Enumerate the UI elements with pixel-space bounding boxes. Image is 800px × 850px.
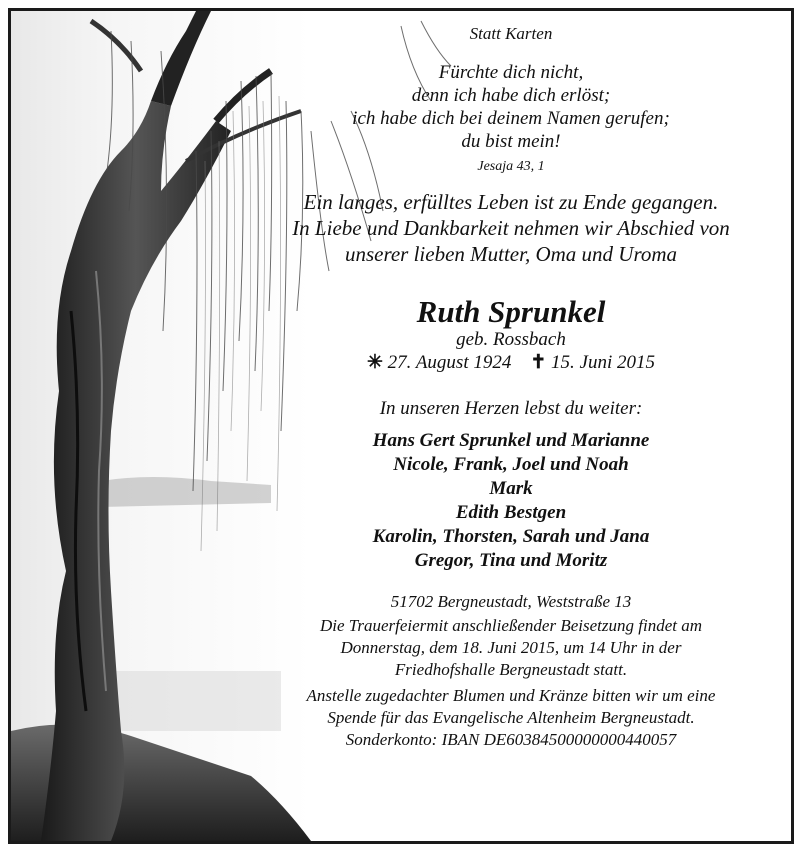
- deceased-name: Ruth Sprunkel: [416, 294, 606, 329]
- verse-line: Fürchte dich nicht,: [438, 62, 584, 83]
- mourner-line: Edith Bestgen: [455, 502, 567, 523]
- family-address: 51702 Bergneustadt, Weststraße 13: [390, 592, 632, 611]
- donation-line: Spende für das Evangelische Altenheim Bergneustadt.: [327, 708, 695, 727]
- mourner-line: Karolin, Thorsten, Sarah und Jana: [372, 526, 650, 547]
- verse-line: ich habe dich bei deinem Namen gerufen;: [352, 108, 670, 129]
- funeral-line: Donnerstag, dem 18. Juni 2015, um 14 Uhr in der: [340, 638, 682, 657]
- mourners-list: [251, 429, 771, 573]
- bible-verse: [251, 61, 771, 175]
- farewell-line: Ein langes, erfülltes Leben ist zu Ende gegangen.: [303, 190, 719, 214]
- obituary-frame: [8, 8, 794, 844]
- farewell-line: unserer lieben Mutter, Oma und Uroma: [344, 242, 678, 266]
- funeral-line: Friedhofshalle Bergneustadt statt.: [394, 660, 628, 679]
- mourner-line: Gregor, Tina und Moritz: [414, 550, 608, 571]
- death-cross-icon: ✝: [530, 352, 547, 373]
- maiden-name: geb. Rossbach: [456, 329, 566, 350]
- verse-line: denn ich habe dich erlöst;: [411, 85, 611, 106]
- farewell-message: [251, 189, 771, 267]
- mourner-line: Hans Gert Sprunkel und Marianne: [372, 430, 650, 451]
- obituary-text: [251, 23, 771, 751]
- mourner-line: Nicole, Frank, Joel und Noah: [393, 454, 629, 475]
- funeral-line: Die Trauerfeiermit anschließender Beisetzung findet am: [320, 616, 702, 635]
- donation-line: Anstelle zugedachter Blumen und Kränze bitten wir um eine: [306, 686, 716, 705]
- farewell-line: In Liebe und Dankbarkeit nehmen wir Abschied von: [292, 216, 730, 240]
- mourners-intro: In unseren Herzen lebst du weiter:: [379, 398, 643, 419]
- funeral-notice: [251, 615, 771, 681]
- life-dates: [251, 351, 771, 375]
- birth-star-icon: ✳: [367, 352, 383, 373]
- birth-date: 27. August 1924: [387, 352, 512, 373]
- bank-account: Sonderkonto: IBAN DE60384500000000440057: [345, 730, 677, 749]
- verse-line: du bist mein!: [461, 131, 561, 152]
- verse-reference: Jesaja 43, 1: [477, 159, 545, 174]
- donation-request: [251, 685, 771, 751]
- mourner-line: Mark: [489, 478, 533, 499]
- statt-karten: Statt Karten: [469, 24, 553, 43]
- death-date: 15. Juni 2015: [551, 352, 655, 373]
